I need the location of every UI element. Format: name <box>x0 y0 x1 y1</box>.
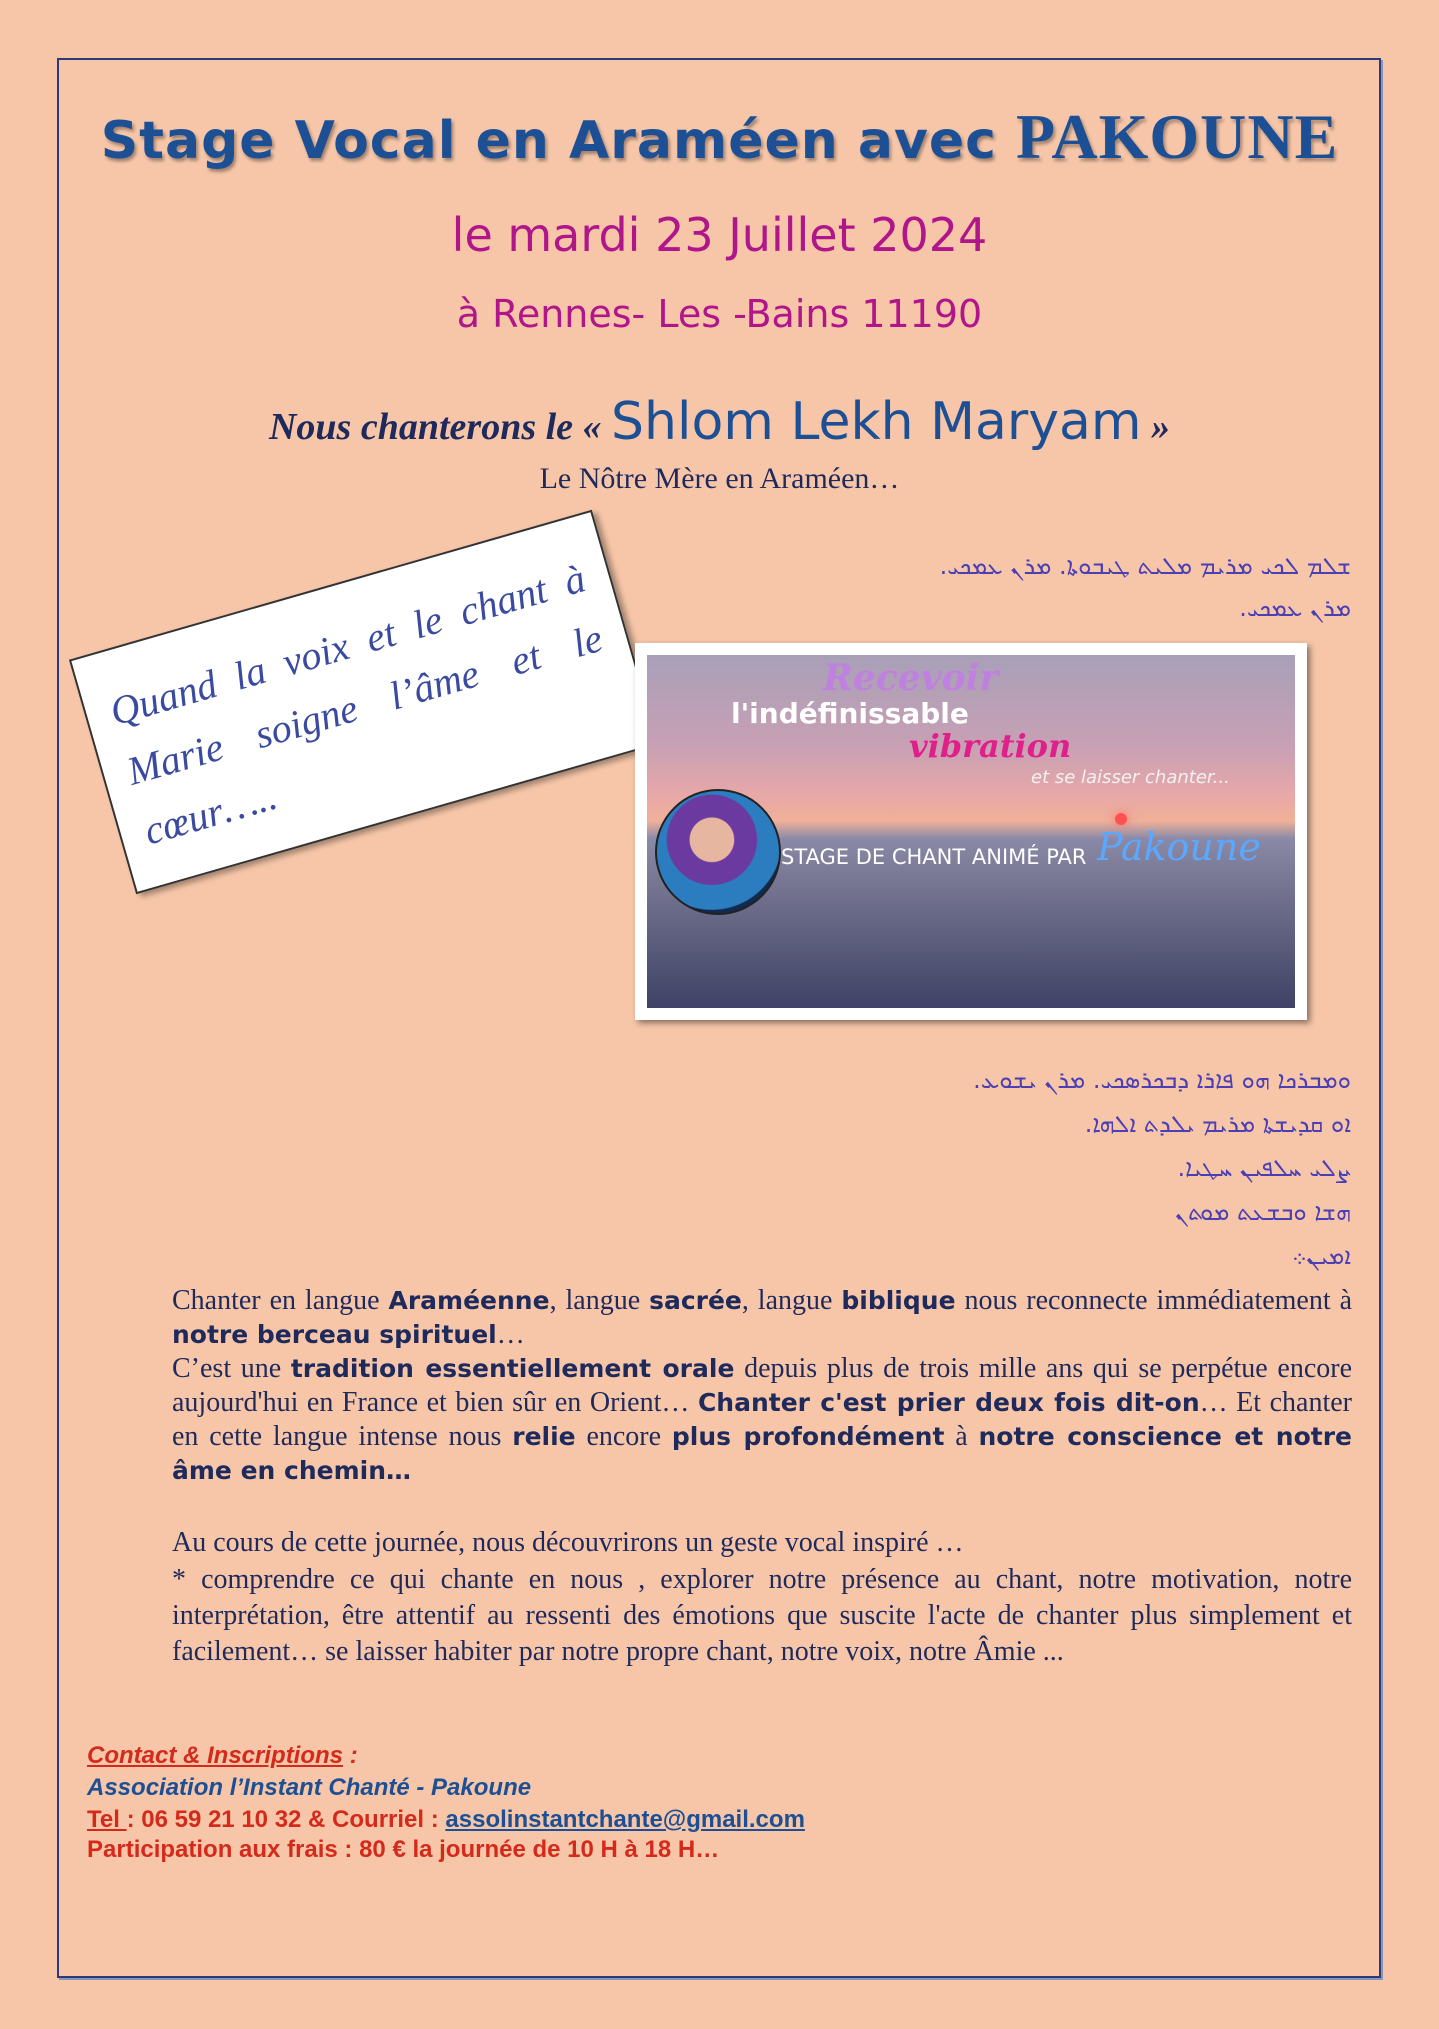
quote-text: Quand la voix et le chant à Marie soigne l’âme et le cœur….. <box>104 555 608 854</box>
text-run-bold: notre berceau spirituel <box>172 1320 497 1349</box>
text-run-bold: notre conscience et notre âme en chemin… <box>172 1422 1352 1485</box>
text-run-bold: tradition essentiellement orale <box>290 1354 735 1383</box>
sun-icon <box>1115 813 1127 825</box>
aramaic-line: ܨܠܝ ܚܠܦܝܢ ܚܛܝܐ. <box>1177 1154 1351 1182</box>
aramaic-line: ܗܫܐ ܘܒܫܥܬ ܡܘܬܢ <box>1174 1198 1351 1226</box>
stage-banner-image <box>635 643 1307 1020</box>
text-run-bold: sacrée <box>649 1286 742 1315</box>
text-run: Chanter en langue <box>172 1285 389 1316</box>
tel-sep: : <box>126 1806 142 1833</box>
aramaic-line: ܐܡܝܢ܀ <box>1291 1242 1351 1270</box>
event-place: à Rennes- Les -Bains 11190 <box>456 292 983 336</box>
banner-indefinissable: l'indéfinissable <box>731 697 969 730</box>
pakoune-portrait <box>655 789 781 915</box>
email-link[interactable]: assolinstantchante@gmail.com <box>445 1806 805 1833</box>
title-name: PAKOUNE <box>1016 101 1339 172</box>
text-run-bold: Chanter c'est prier deux fois dit-on <box>697 1388 1200 1417</box>
banner-recevoir: Recevoir <box>823 657 999 699</box>
text-run: … Et chanter en cette langue intense nous <box>172 1387 1352 1452</box>
text-run-bold: relie <box>512 1422 576 1451</box>
contact-heading <box>87 1742 358 1770</box>
text-run-bold: plus profondément <box>671 1422 945 1451</box>
chant-title: Shlom Lekh Maryam <box>611 392 1142 452</box>
text-run: encore <box>575 1421 672 1452</box>
contact-association: Association l’Instant Chanté - Pakoune <box>87 1774 532 1801</box>
text-run: C’est une <box>172 1353 291 1384</box>
paragraph-details: * comprendre ce qui chante en nous , explorer notre présence au chant, notre motivation, notre interprétation, être attentif au ressenti des émotions que suscite l'acte de chanter plus simplement et facilement… se laisser habiter par notre propre chant, notre voix, notre Âmie ... <box>172 1564 1352 1667</box>
contact-price: Participation aux frais : 80 € la journée de 10 H à 18 H… <box>87 1836 720 1863</box>
chant-subtitle: Le Nôtre Mère en Araméen… <box>539 462 900 495</box>
chant-prefix: Nous chanterons le « <box>268 406 602 448</box>
aramaic-line: ܐܘ ܩܕܝܫܬܐ ܡܪܝܡ ܝܠܕܬ ܐܠܗܐ. <box>1084 1110 1351 1138</box>
aramaic-line: ܘܡܒܪܟܐ ܗܘ ܦܐܪܐ ܕܒܟܪܣܟܝ. ܡܪܢ ܝܫܘܥ. <box>973 1066 1351 1094</box>
aramaic-text-top <box>651 545 1351 629</box>
text-run-bold: Araméenne <box>388 1286 550 1315</box>
banner-vibration: vibration <box>909 727 1072 765</box>
page-title <box>0 100 1439 174</box>
banner-stage: STAGE DE CHANT ANIMÉ PAR <box>781 845 1087 869</box>
banner-laisser: et se laisser chanter... <box>1031 767 1230 788</box>
text-run: depuis plus de trois mille ans qui se perpétue encore aujourd'hui en France et bien sûr en Orient… <box>172 1353 1352 1418</box>
aramaic-text-bottom <box>651 1058 1351 1278</box>
text-run: à <box>944 1421 979 1452</box>
text-run: … <box>496 1319 525 1350</box>
event-date: le mardi 23 Juillet 2024 <box>451 208 988 262</box>
title-script: Stage Vocal en Araméen avec <box>100 111 997 171</box>
text-run: , langue <box>549 1285 650 1316</box>
paragraph-journee: Au cours de cette journée, nous découvrirons un geste vocal inspiré … <box>172 1527 964 1558</box>
paragraph-intro <box>172 1284 1352 1352</box>
contact-heading-colon: : <box>343 1742 358 1769</box>
banner-signature: Pakoune <box>1097 825 1261 869</box>
text-run-bold: biblique <box>841 1286 956 1315</box>
contact-heading-label: Contact & Inscriptions <box>87 1742 344 1769</box>
contact-phone-line <box>87 1806 805 1834</box>
tel-value: 06 59 21 10 32 & Courriel : <box>141 1806 446 1833</box>
tel-label: Tel <box>87 1806 127 1833</box>
aramaic-line: ܫܠܡ ܠܟܝ ܡܪܝܡ ܡܠܝܬ ܛܝܒܘܬܐ. ܡܪܢ ܥܡܟܝ. <box>939 552 1351 580</box>
chant-heading <box>0 392 1439 452</box>
paragraph-tradition <box>172 1352 1352 1488</box>
chant-suffix: » <box>1151 406 1171 448</box>
text-run: nous reconnecte immédiatement à <box>955 1285 1352 1316</box>
aramaic-line: ܡܪܢ ܥܡܟܝ. <box>1239 594 1351 622</box>
text-run: , langue <box>741 1285 842 1316</box>
